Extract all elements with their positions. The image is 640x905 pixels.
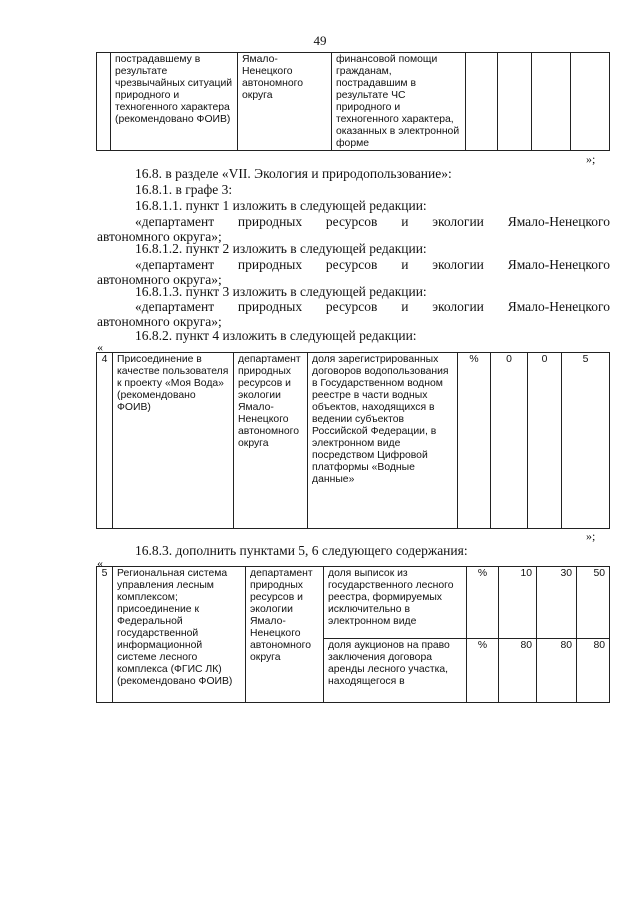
table-cell (466, 53, 498, 151)
table-cell (571, 53, 610, 151)
paragraph: 16.8.2. пункт 4 изложить в следующей редакции: (135, 328, 417, 343)
table-cell: 0 (528, 353, 562, 529)
section-heading: 16.8. в разделе «VII. Экология и природопользование»: (135, 166, 452, 181)
quote-close: »; (586, 529, 596, 543)
paragraph: 16.8.1.3. пункт 3 изложить в следующей редакции: (135, 284, 427, 299)
table-cell: Ямало-Ненецкого автономного округа (238, 53, 332, 151)
table-cell: % (467, 567, 499, 639)
paragraph: «департамент природных ресурсов и экологии Ямало-Ненецкого (135, 299, 610, 314)
table-cell: финансовой помощи гражданам, пострадавшим в результате ЧС природного и техногенного характера, оказанных в электронной форме (332, 53, 466, 151)
table-cell: 0 (491, 353, 528, 529)
table-cell: 5 (562, 353, 610, 529)
top-table (96, 52, 610, 151)
table-cell: 80 (577, 639, 610, 703)
paragraph: автономного округа»; (97, 229, 222, 244)
paragraph: 16.8.1.2. пункт 2 изложить в следующей редакции: (135, 241, 427, 256)
table-cell: департамент природных ресурсов и экологии Ямало-Ненецкого автономного округа (246, 567, 324, 703)
table-cell: доля аукционов на право заключения договора аренды лесного участка, находящегося в (324, 639, 467, 703)
quote-open: « (97, 340, 103, 354)
table-cell: доля зарегистрированных договоров водопользования в Государственном водном реестре в части водных объектов, находящихся в ведении субъектов Российской Федерации, в электронном виде посредством Цифровой платформы «Водные данные» (308, 353, 458, 529)
table-cell (113, 567, 246, 703)
table-cell (498, 53, 532, 151)
table-cell: департамент природных ресурсов и экологии Ямало-Ненецкого автономного округа (234, 353, 308, 529)
table-row (97, 53, 610, 151)
paragraph: 16.8.3. дополнить пунктами 5, 6 следующего содержания: (135, 543, 468, 558)
table-cell: Присоединение в качестве пользователя к проекту «Моя Вода» (рекомендовано ФОИВ) (113, 353, 234, 529)
table-cell: 4 (97, 353, 113, 529)
table-cell: 80 (537, 639, 577, 703)
table-cell (532, 53, 571, 151)
table-cell: 10 (499, 567, 537, 639)
paragraph: 16.8.1.1. пункт 1 изложить в следующей редакции: (135, 198, 427, 213)
table-cell: % (467, 639, 499, 703)
paragraph: автономного округа»; (97, 314, 222, 329)
table-cell: пострадавшему в результате чрезвычайных ситуаций природного и техногенного характера (рекомендовано ФОИВ) (111, 53, 238, 151)
quote-close: »; (586, 152, 596, 166)
table-item-5 (96, 566, 610, 703)
table-cell (97, 53, 111, 151)
table-cell: 30 (537, 567, 577, 639)
paragraph: автономного округа»; (97, 272, 222, 287)
table-cell: доля выписок из государственного лесного реестра, формируемых исключительно в электронном виде (324, 567, 467, 639)
paragraph: «департамент природных ресурсов и экологии Ямало-Ненецкого (135, 214, 610, 229)
table-item-4 (96, 352, 610, 529)
table-row (97, 567, 610, 639)
paragraph: 16.8.1. в графе 3: (135, 182, 233, 197)
paragraph: «департамент природных ресурсов и экологии Ямало-Ненецкого (135, 257, 610, 272)
table-cell: 50 (577, 567, 610, 639)
table-cell: % (458, 353, 491, 529)
cell-text: Региональная система управления лесным комплексом; (117, 568, 228, 603)
table-cell: 80 (499, 639, 537, 703)
table-cell: 5 (97, 567, 113, 703)
table-row (97, 353, 610, 529)
page-number: 49 (313, 33, 327, 48)
quote-open: « (97, 556, 103, 570)
cell-text: присоединение к Федеральной государственной информационной системе лесного комплекса (ФГИС ЛК) (рекомендовано ФОИВ) (117, 604, 233, 687)
